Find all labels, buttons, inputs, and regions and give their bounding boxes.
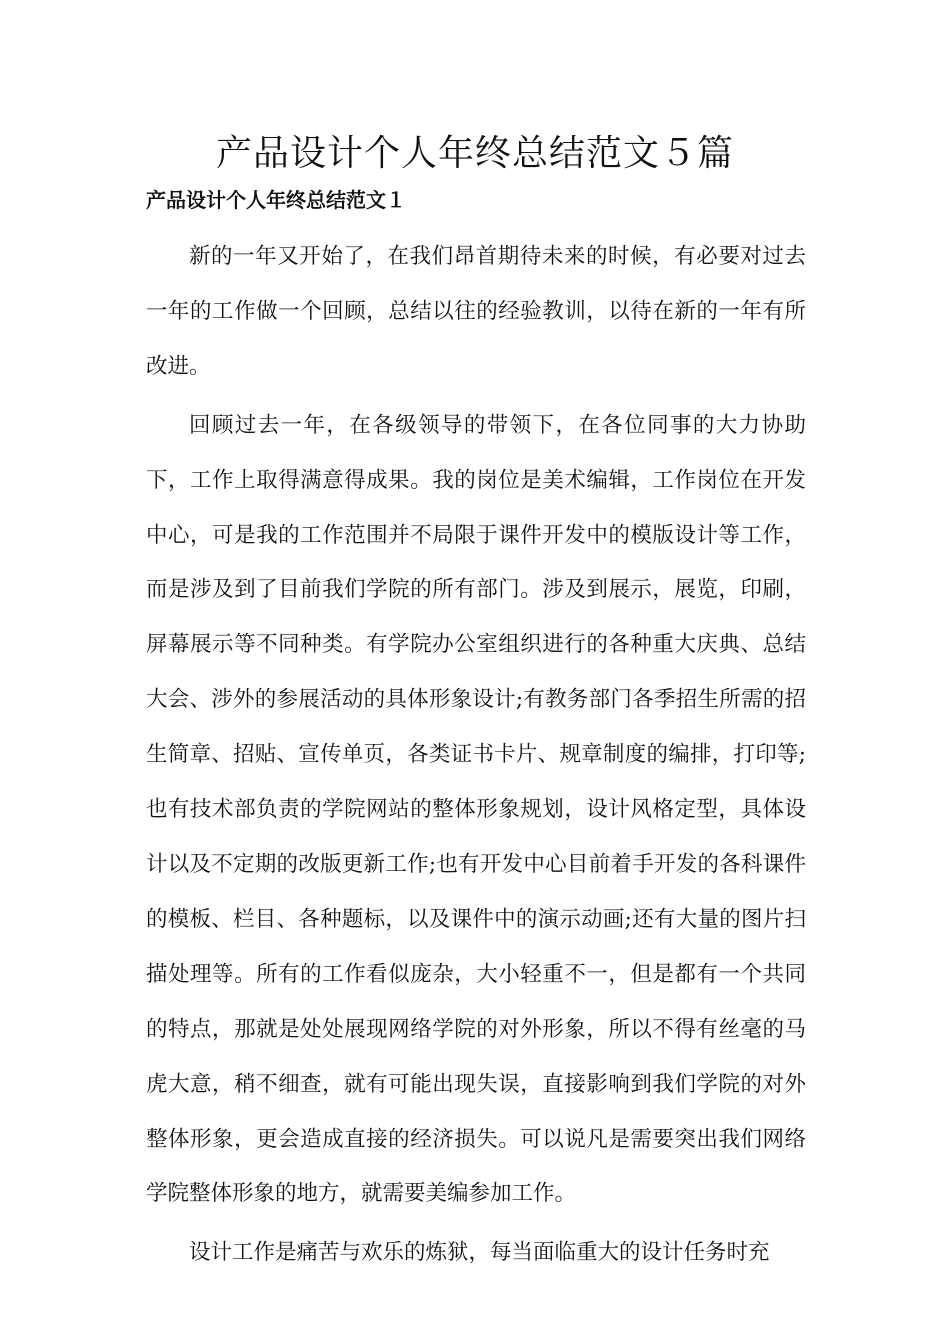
section-heading: 产品设计个人年终总结范文１ — [146, 188, 406, 212]
paragraph: 新的一年又开始了，在我们昂首期待未来的时候，有必要对过去一年的工作做一个回顾，总结以往的经验教训，以待在新的一年有所改进。 — [146, 244, 806, 379]
paragraph: 回顾过去一年，在各级领导的带领下，在各位同事的大力协助下，工作上取得满意得成果。我的岗位是美术编辑，工作岗位在开发中心，可是我的工作范围并不局限于课件开发中的模版设计等工作，而是涉及到了目前我们学院的所有部门。涉及到展示，展览，印刷，屏幕展示等不同种类。有学院办公室组织进行的各种重大庆典、总结大会、涉外的参展活动的具体形象设计;有教务部门各季招生所需的招生简章、招贴、宣传单页，各类证书卡片、规章制度的编排，打印等;也有技术部负责的学院网站的整体形象规划，设计风格定型，具体设计以及不定期的改版更新工作;也有开发中心目前着手开发的各科课件的模板、栏目、各种题标，以及课件中的演示动画;还有大量的图片扫描处理等。所有的工作看似庞杂，大小轻重不一，但是都有一个共同的特点，那就是处处展现网络学院的对外形象，所以不得有丝毫的马虎大意，稍不细查，就有可能出现失误，直接影响到我们学院的对外整体形象，更会造成直接的经济损失。可以说凡是需要突出我们网络学院整体形象的地方，就需要美编参加工作。 — [146, 412, 806, 1207]
document-title: 产品设计个人年终总结范文５篇 — [215, 133, 734, 174]
paragraph: 设计工作是痛苦与欢乐的炼狱，每当面临重大的设计任务时充 — [189, 1240, 770, 1266]
document-body — [146, 230, 806, 1285]
